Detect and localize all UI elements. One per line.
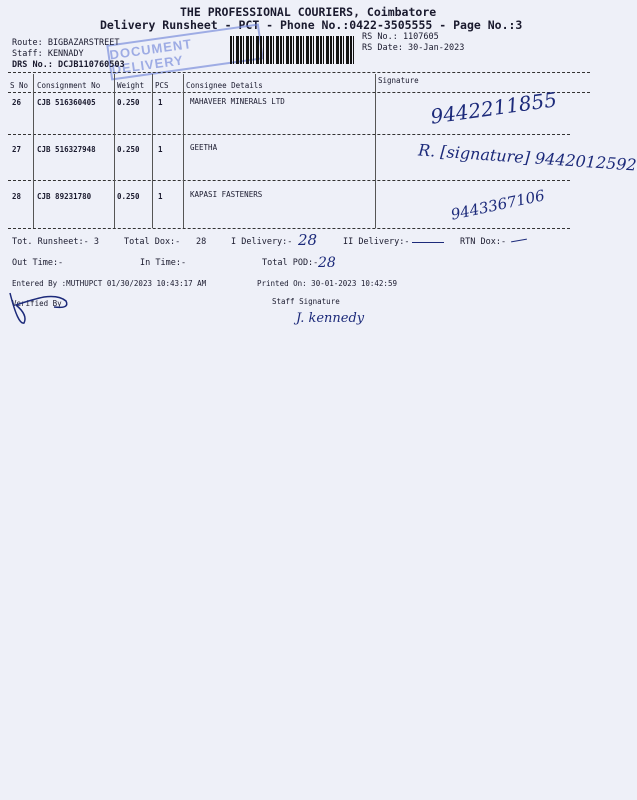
drs-number: DRS No.: DCJB110760503 [12,60,125,70]
ii-delivery-dash [412,242,444,243]
in-time: In Time:- [140,258,187,268]
rs-number: RS No.: 1107605 [362,32,439,42]
printed-on: Printed On: 30-01-2023 10:42:59 [257,279,397,288]
column-separator [183,74,184,228]
row-pcs: 1 [158,192,163,201]
row-consignment: CJB 516360405 [37,98,96,107]
i-delivery-value: 28 [298,231,318,249]
total-dox-value: 28 [196,237,207,247]
runsheet-subtitle: Delivery Runsheet - PCT - Phone No.:0422-3505555 - Page No.:3 [100,18,523,32]
row-consignee: GEETHA [190,143,218,152]
table-bottom-rule [8,228,570,229]
total-pod-value: 28 [318,255,336,271]
column-separator [375,74,376,228]
verified-signature-scribble [4,285,84,330]
rtn-dox-dash [511,239,527,243]
staff-text: Staff: KENNADY [12,49,84,59]
col-header-sno: S No [10,81,29,90]
document-delivery-stamp: DOCUMENT DELIVERY [106,23,264,80]
row-divider [8,134,570,135]
staff-signature-hand: J. kennedy [296,311,365,326]
column-separator [114,74,115,228]
company-title: THE PROFESSIONAL COURIERS, Coimbatore [180,5,437,19]
row-sno: 28 [12,192,22,201]
column-separator [152,74,153,228]
verified-by-label: Verified By [12,299,62,308]
rtn-dox-label: RTN Dox:- [460,237,507,247]
row-pcs: 1 [158,98,163,107]
i-delivery-label: I Delivery:- [231,237,293,247]
row-signature: R. [signature] 9442012592 [417,140,637,175]
tot-runsheet: Tot. Runsheet:- 3 [12,237,99,247]
barcode [230,36,355,64]
row-weight: 0.250 [117,192,140,201]
row-divider [8,180,570,181]
table-top-rule [8,72,590,73]
row-weight: 0.250 [117,145,140,154]
row-weight: 0.250 [117,98,140,107]
staff-signature-label: Staff Signature [272,297,340,306]
col-header-consignment: Consignment No [37,81,101,90]
col-header-consignee: Consignee Details [186,81,263,90]
row-pcs: 1 [158,145,163,154]
total-pod-label: Total POD:- [262,258,319,268]
rs-date: RS Date: 30-Jan-2023 [362,43,465,53]
ii-delivery-label: II Delivery:- [343,237,410,247]
row-consignment: CJB 89231780 [37,192,92,201]
table-header-rule [8,92,590,93]
row-consignment: CJB 516327948 [37,145,96,154]
col-header-weight: Weight [117,81,145,90]
out-time: Out Time:- [12,258,64,268]
col-header-pcs: PCS [155,81,169,90]
entered-by: Entered By :MUTHUPCT 01/30/2023 10:43:17 AM [12,279,207,288]
row-sno: 27 [12,145,22,154]
row-consignee: KAPASI FASTENERS [190,190,263,199]
col-header-signature: Signature [378,76,419,85]
row-consignee: MAHAVEER MINERALS LTD [190,97,285,106]
row-signature: 9443367106 [449,186,547,224]
row-signature: 9442211855 [428,87,559,129]
total-dox-label: Total Dox:- [124,237,181,247]
row-sno: 26 [12,98,22,107]
route-text: Route: BIGBAZARSTREET [12,38,120,48]
column-separator [33,74,34,228]
